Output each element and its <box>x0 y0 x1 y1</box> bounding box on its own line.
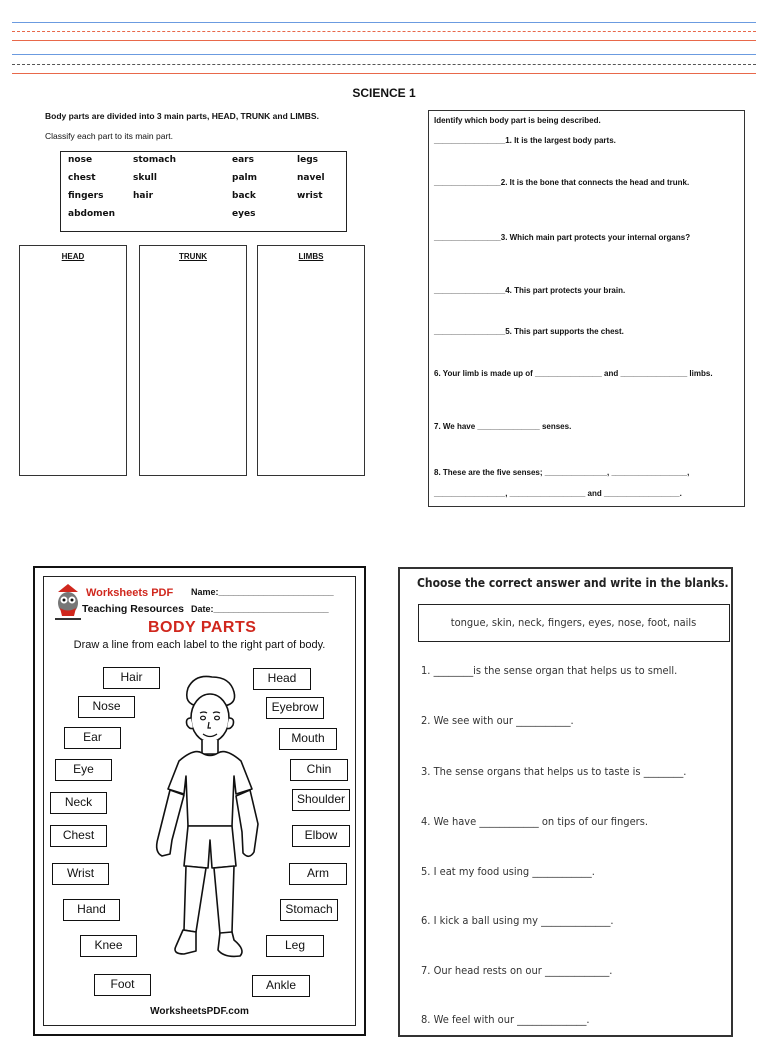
word-bank-item: eyes <box>232 209 256 219</box>
label-wrist[interactable]: Wrist <box>52 863 109 885</box>
column-header: LIMBS <box>298 252 324 261</box>
date-field[interactable]: Date:_______________________ <box>191 604 329 614</box>
choose-question[interactable]: 2. We see with our ___________. <box>421 714 574 727</box>
word-bank-item: palm <box>232 173 257 183</box>
choose-question[interactable]: 5. I eat my food using ____________. <box>421 865 595 878</box>
column-header: TRUNK <box>179 252 207 261</box>
label-nose[interactable]: Nose <box>78 696 135 718</box>
worksheet-footer: WorksheetsPDF.com <box>150 1006 249 1017</box>
label-hair[interactable]: Hair <box>103 667 160 689</box>
name-field[interactable]: Name:_______________________ <box>191 587 334 597</box>
label-elbow[interactable]: Elbow <box>292 825 350 847</box>
choose-word-box <box>418 604 730 642</box>
label-chin[interactable]: Chin <box>290 759 348 781</box>
brand-name: Worksheets PDF <box>86 587 174 599</box>
identify-question[interactable]: 7. We have ______________ senses. <box>434 422 572 431</box>
boy-figure-icon <box>150 668 270 988</box>
label-knee[interactable]: Knee <box>80 935 137 957</box>
classify-instruction: Classify each part to its main part. <box>45 131 174 141</box>
label-foot[interactable]: Foot <box>94 974 151 996</box>
label-ankle[interactable]: Ankle <box>252 975 310 997</box>
choose-question[interactable]: 3. The sense organs that helps us to taste is ________. <box>421 765 687 778</box>
choose-question[interactable]: 6. I kick a ball using my ______________. <box>421 914 614 927</box>
choose-word-list: tongue, skin, neck, fingers, eyes, nose, foot, nails <box>450 616 697 629</box>
word-bank-item: stomach <box>133 155 177 165</box>
classify-intro: Body parts are divided into 3 main parts, HEAD, TRUNK and LIMBS. <box>45 111 319 121</box>
word-bank-item: back <box>232 191 256 201</box>
word-bank-item: chest <box>68 173 96 183</box>
limbs-column[interactable] <box>257 245 365 476</box>
label-mouth[interactable]: Mouth <box>279 728 337 750</box>
label-head[interactable]: Head <box>253 668 311 690</box>
page-title: SCIENCE 1 <box>352 86 416 100</box>
label-leg[interactable]: Leg <box>266 935 324 957</box>
identify-question[interactable]: _______________3. Which main part protects your internal organs? <box>434 233 691 242</box>
worksheet-instruction: Draw a line from each label to the right part of body. <box>73 639 326 651</box>
choose-question[interactable]: 8. We feel with our ______________. <box>421 1013 590 1026</box>
label-neck[interactable]: Neck <box>50 792 107 814</box>
word-bank-item: fingers <box>68 191 104 201</box>
label-ear[interactable]: Ear <box>64 727 121 749</box>
label-eye[interactable]: Eye <box>55 759 112 781</box>
identify-question[interactable]: 6. Your limb is made up of _______________ and _______________ limbs. <box>434 369 713 378</box>
label-hand[interactable]: Hand <box>63 899 120 921</box>
identify-question[interactable]: ________________5. This part supports the chest. <box>434 327 624 336</box>
word-bank-item: hair <box>133 191 154 201</box>
owl-logo-icon <box>52 582 84 622</box>
word-bank-item: navel <box>297 173 325 183</box>
choose-question[interactable]: 4. We have ____________ on tips of our fingers. <box>421 815 649 828</box>
label-arm[interactable]: Arm <box>289 863 347 885</box>
identify-box <box>428 110 745 507</box>
word-bank-item: wrist <box>297 191 323 201</box>
word-bank-item: legs <box>297 155 318 165</box>
word-bank-item: skull <box>133 173 157 183</box>
head-column[interactable] <box>19 245 127 476</box>
worksheet-title: BODY PARTS <box>148 619 257 636</box>
identify-question[interactable]: ________________4. This part protects your brain. <box>434 286 626 295</box>
word-bank-box <box>60 151 347 232</box>
label-chest[interactable]: Chest <box>50 825 107 847</box>
word-bank-item: abdomen <box>68 209 116 219</box>
choose-title: Choose the correct answer and write in the blanks. <box>417 576 729 590</box>
choose-question[interactable]: 1. ________is the sense organ that helps us to smell. <box>421 664 678 677</box>
choose-question[interactable]: 7. Our head rests on our _____________. <box>421 964 613 977</box>
column-header: HEAD <box>61 252 85 261</box>
identify-instruction: Identify which body part is being described. <box>434 116 601 125</box>
trunk-column[interactable] <box>139 245 247 476</box>
word-bank-item: nose <box>68 155 93 165</box>
label-eyebrow[interactable]: Eyebrow <box>266 697 324 719</box>
word-bank-item: ears <box>232 155 254 165</box>
brand-subtitle: Teaching Resources <box>82 603 184 615</box>
identify-question[interactable]: _______________2. It is the bone that connects the head and trunk. <box>434 178 690 187</box>
identify-question[interactable]: ________________1. It is the largest body parts. <box>434 136 616 145</box>
identify-question[interactable]: 8. These are the five senses; ______________, _________________, ________________, _________________ and _________________. <box>434 468 690 498</box>
label-stomach[interactable]: Stomach <box>280 899 338 921</box>
label-shoulder[interactable]: Shoulder <box>292 789 350 811</box>
